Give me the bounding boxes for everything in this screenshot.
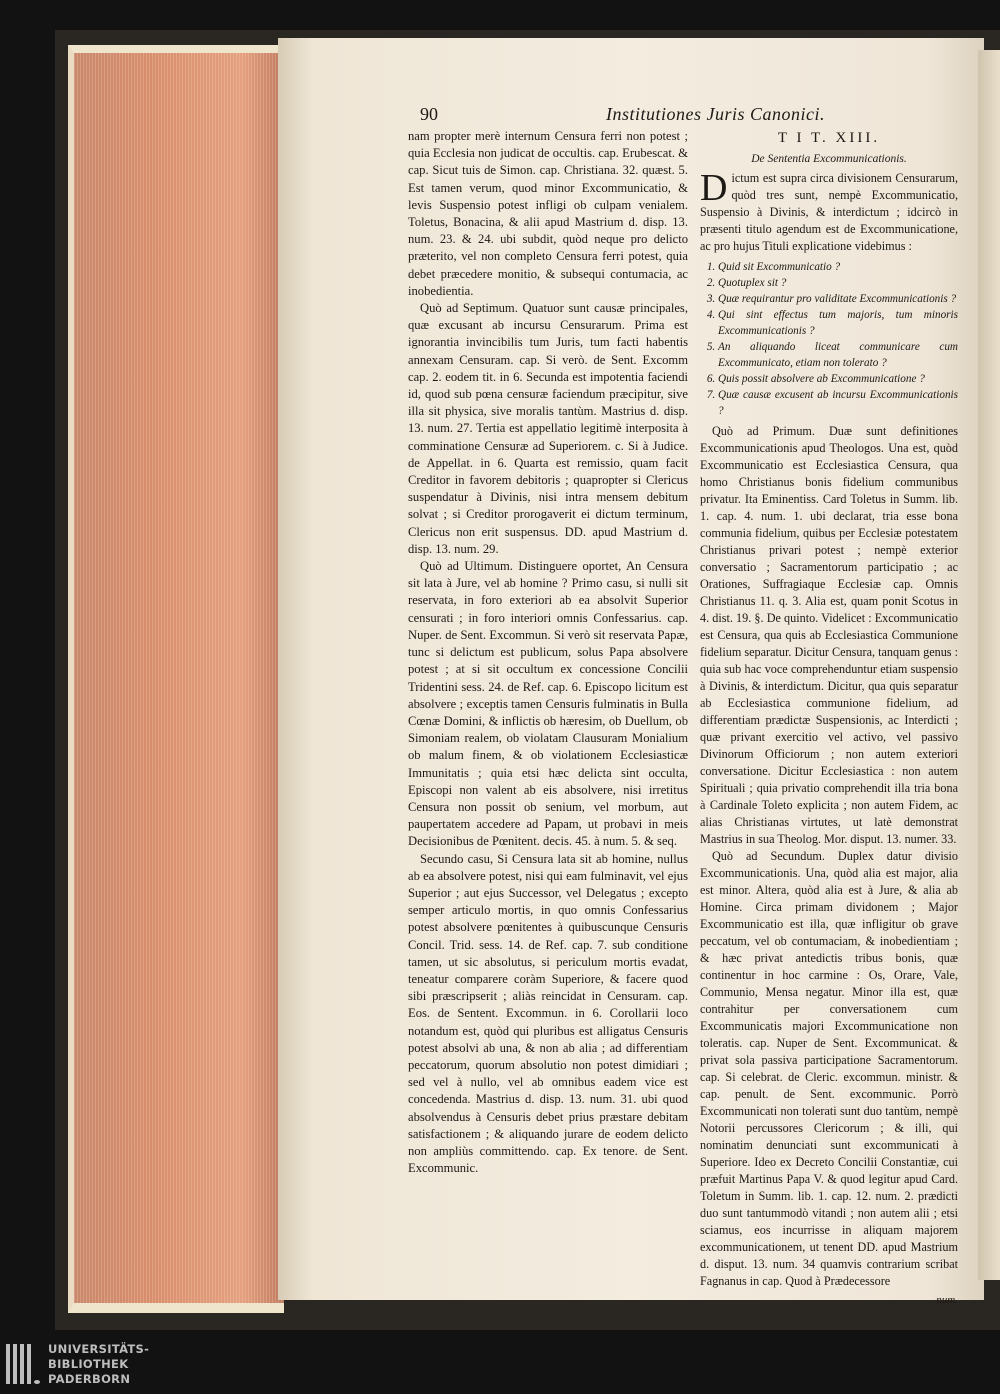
list-item: 6. Quis possit absolvere ab Excommunicatione ? [718, 371, 958, 387]
title-heading: T I T. XIII. [777, 130, 881, 146]
title-subtitle: De Sententia Excommunicationis. [751, 153, 907, 165]
paragraph: Quò ad Ultimum. Distinguere oportet, An Censura sit lata à Jure, vel ab homine ? Primo casu, si nulli sit reservata, in foro exteriori ab ea absolvit Superior censurati ; in foro interiori omnis Confessarius. cap. Nuper. de Sent. Excommun. Si verò sit reservata Papæ, tunc si delictum est publicum, solus Papa absolvere potest ; at si sit occultum ex concessione Concilii Tridentini sess. 24. de Ref. cap. 6. Episcopo licitum est absolvere ; exceptis tamen Censuris fulminatis in Bulla Cœnæ Domini, & inflictis ob hæresim, ob Duellum, ob Simoniam realem, ob violatam Clausuram Monialium ob malum finem, & ob violationem Ecclesiasticæ Immunitatis ; quia etsi hæc delicta sint occulta, Episcopi non valent ab eis absolvere, nisi irretitus Censura non possit ob senium, vel morbum, aut paupertatem accedere ad Papam, ut probavi in meis Decisionibus de Pœnitent. decis. 45. à num. 5. & seq. [408, 559, 688, 849]
list-item: 5. An aliquando liceat communicare cum Excommunicato, etiam non tolerato ? [718, 339, 958, 371]
library-logo [6, 1342, 149, 1390]
intro-text: ictum est supra circa divisionem Censurarum, quòd tres sunt, nempè Excommunicatio, Suspensio à Divinis, & interdictum ; idcircò in præsenti titulo agendum est de Excommunicatione, ac pro hujus Tituli explicatione videbimus : [700, 171, 958, 253]
paragraph: Secundo casu, Si Censura lata sit ab homine, nullus ab ea absolvere potest, nisi qui eam fulminavit, vel ejus Superior ; aut ejus Successor, vel Delegatus ; excepto semper articulo mortis, in quo omnis Confessarius potest absolvere pœnitentes à quibuscunque Censuris Concil. Trid. sess. 14. de Ref. cap. 7. sub conditione tamen, ut sic absolutus, si periculum mortis evadat, teneatur comparere coràm Superiore, & facere quod sibi præscripserit ; aliàs reincidat in Censuram. cap. Eos. de Sentent. Excommun. in 6. Corollarii loco notandum est, quòd qui pluribus est alligatus Censuris potest absolvi ab una, & non ab alia ; ad differentiam peccatorum, quorum absolutio non potest dimidiari ; sed vel à nullo, vel ab omnibus eadem vice est concedenda. Mastrius d. disp. 13. num. 31. ubi quod absolvendus à Censuris debet prius præstare debitam satisfactionem ; & aliquando jurare de eodem delicto non ampliùs committendo. cap. Ex tenore. de Sent. Excommunic. [408, 851, 688, 1176]
right-text-column [700, 128, 958, 1309]
list-item: 2. Quotuplex sit ? [718, 275, 958, 291]
running-title: Institutiones Juris Canonici. [606, 104, 825, 124]
page-number: 90 [420, 104, 438, 124]
paragraph: Quò ad Secundum. Duplex datur divisio Excommunicationis. Una, quòd alia est major, alia est minor. Altera, quòd alia est à Jure, & alia ab Homine. Circa primam dividonem ; Major Excommunicatio est illa, quæ infligitur ob grave peccatum, vel ob contumaciam, & inobedientiam ; & hæc privat antedictis tribus bonis, quæ continentur in hoc carmine : Os, Orare, Vale, Communio, Mensa negatur. Minor illa est, quæ contrahitur per conversationem cum Excommunicatis majori Excommunicatione non toleratis. cap. Nuper de Sent. Excommunicat. & privat sola passiva participatione Sacramentorum. cap. Si celebrat. de Cleric. excommun. ministr. & cap. penult. de Sent. excommunic. Porrò Excommunicati non tolerati sunt duo tantùm, nempè Notorii percussores Clericorum ; & illi, qui nominatim denunciati sunt excommunicati à Superiore. Ideo ex Decreto Concilii Constantiæ, cui præfuit Martinus Papa V. & quod legitur apud Card. Toletum in Summ. lib. 1. cap. 12. num. 2. prædicti duo sunt tantummodò vitandi ; non autem alii ; etsi sciamus, eos incurrisse in aliquam majorem excommunicationem, ut tenent DD. apud Mastrium d. disput. 13. num. 34 quamvis contrarium scribat Fagnanus in cap. Quod à Prædecessore [700, 849, 958, 1288]
drop-cap: D [700, 167, 728, 209]
question-list [700, 259, 958, 419]
list-item: 1. Quid sit Excommunicatio ? [718, 259, 958, 275]
left-text-column [408, 128, 688, 1177]
logo-line: PADERBORN [48, 1372, 131, 1386]
catchword: num. [936, 1294, 958, 1306]
page-edges [68, 45, 284, 1313]
intro-paragraph [700, 167, 958, 255]
list-item: 3. Quæ requirantur pro validitate Excommunicationis ? [718, 291, 958, 307]
list-item: 4. Qui sint effectus tum majoris, tum minoris Excommunicationis ? [718, 307, 958, 339]
paragraph: Quò ad Primum. Duæ sunt definitiones Excommunicationis apud Theologos. Una est, quòd Excommunicatio est Ecclesiastica Censura, qua homo Christianus bonis fidelium communibus privatur. Ita Eminentiss. Card Toletus in Summ. lib. 1. cap. 4. num. 1. ubi declarat, tria esse bona communia fidelium, quibus per Ecclesiæ potestatem Christianus privari potest ; nempè exterior conversatio ; Sacramentorum participatio ; ac Orationes, Suffragiaque Ecclesiæ cap. Omnis Christianus 11. q. 3. Alia est, quam ponit Scotus in 4. dist. 19. §. De quinto. Videlicet : Excommunicatio est Censura, qua quis ab Ecclesiastica Communione fidelium separatur. Dicitur Censura, tanquam genus : quia sub hac voce comprehenduntur etiam suspensio à Divinis, & interdictum. Dicitur, qua quis separatur ab Ecclesiastica communione fidelium, ad differentiam prædictæ Suspensionis, ac Interdicti ; quæ privant exercitio vel activo, vel passivo Divinorum Officiorum ; non autem exteriori conversatione. Dicitur Ecclesiastica : non autem Spirituali ; quia privatio comprehendit illa tria bona à Cardinale Toleto explicita ; non autem Fidem, ac alias Christianas virtutes, ut latè demonstrat Mastrius in sua Theolog. Mor. disput. 13. numer. 33. [700, 424, 958, 846]
list-item: 7. Quæ causæ excusent ab incursu Excommunicationis ? [718, 387, 958, 419]
paragraph: nam propter merè internum Censura ferri non potest ; quia Ecclesia non judicat de occultis. cap. Erubescat. & cap. Sicut tuis de Simon. cap. Christiana. 32. quæst. 5. Est tamen verum, quod minor Excommunicatio, & levis Suspensio potest infligi ob culpam venialem. Toletus, Bonacina, & alii apud Mastrium d. disp. 13. num. 23. & 24. ubi subdit, quòd neque pro delicto præterito, vel non completo Censura ferri potest, quia debet præcedere monitio, & subsequi contumacia, ac inobedientia. [408, 129, 688, 298]
library-name [48, 1342, 149, 1387]
facing-page-edge [978, 50, 1000, 1280]
logo-line: UNIVERSITÄTS- [48, 1342, 150, 1356]
running-head [420, 104, 825, 125]
library-mark-icon [6, 1344, 40, 1384]
logo-line: BIBLIOTHEK [48, 1357, 129, 1371]
paragraph: Quò ad Septimum. Quatuor sunt causæ principales, quæ excusant ab incursu Censurarum. Prima est ignorantia invincibilis tum Juris, tum facti habentis annexam Censuram. cap. Si verò. de Sent. Excomm cap. 2. eodem tit. in 6. Secunda est impotentia faciendi id, quod sub pœna censuræ faciendum præcipitur, sive illa sit physica, sive moralis tantùm. Mastrius d. disp. 13. num. 27. Tertia est appellatio legitimè interposita à comminatione Censuræ ad Superiorem. c. Si à Judice. de Appellat. in 6. Quarta est remissio, quam facit Creditor in favorem debitoris ; quapropter si Clericus suspendatur à Divinis, nisi intra mensem debitum solvat ; si Creditor prorogaverit ei dictum terminum, Clericus non erit suspensus. DD. apud Mastrium d. disp. 13. num. 29. [408, 301, 688, 556]
